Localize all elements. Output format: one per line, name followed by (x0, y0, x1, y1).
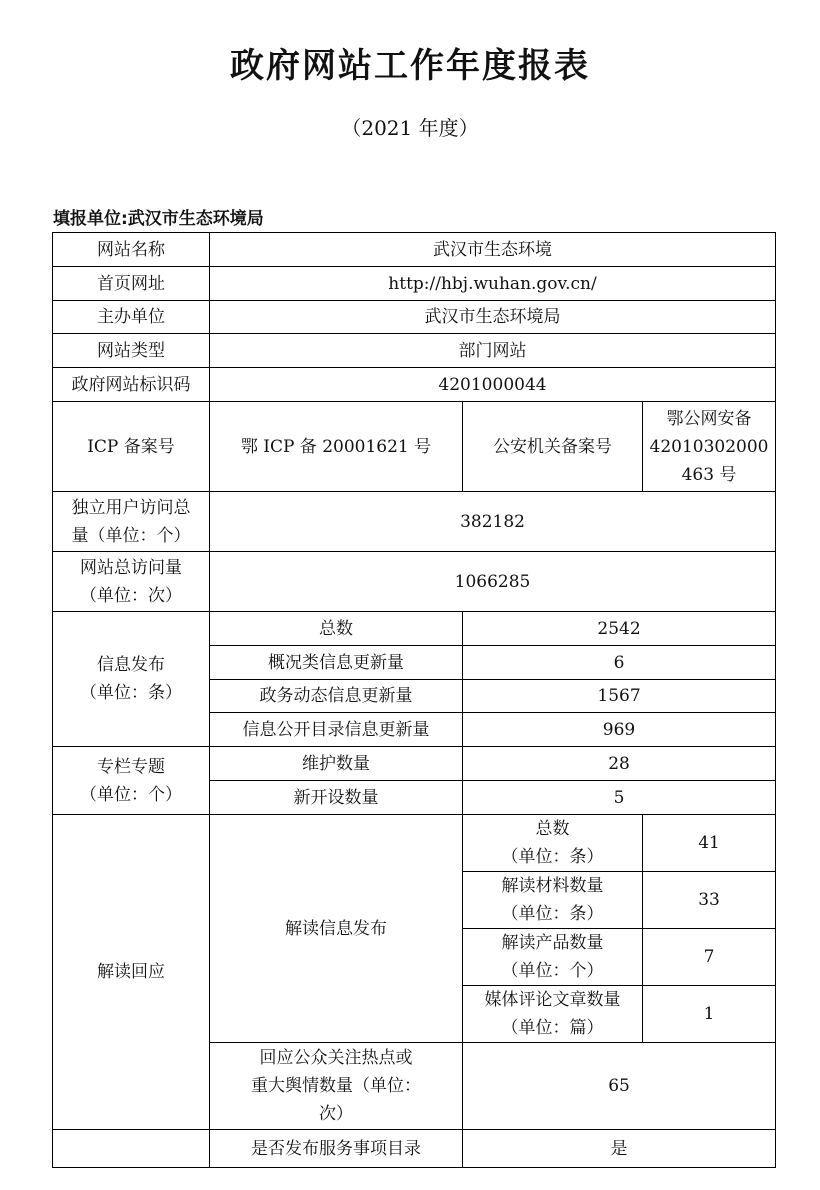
label-line: 解读材料数量 (501, 876, 604, 896)
table-row (53, 1130, 776, 1168)
interp-media-label (463, 986, 643, 1043)
news-update-label: 政务动态信息更新量 (210, 680, 463, 713)
info-total-label: 总数 (210, 612, 463, 646)
overview-update-label: 概况类信息更新量 (210, 646, 463, 680)
label-line: （单位：条） (501, 904, 604, 924)
sponsor-value: 武汉市生态环境局 (210, 301, 776, 334)
total-visits-label (53, 552, 210, 612)
columns-maintained-label: 维护数量 (210, 747, 463, 781)
service-catalog-label: 是否发布服务事项目录 (210, 1130, 463, 1168)
info-total-value: 2542 (463, 612, 776, 646)
reporting-unit: 填报单位:武汉市生态环境局 (53, 209, 264, 229)
info-publish-label (53, 612, 210, 747)
columns-maintained-value: 28 (463, 747, 776, 781)
label-line: 媒体评论文章数量 (484, 990, 621, 1010)
label-line: （单位：篇） (501, 1018, 604, 1038)
response-label (210, 1043, 463, 1130)
site-name-value: 武汉市生态环境 (210, 233, 776, 267)
response-value: 65 (463, 1043, 776, 1130)
label-line: （单位：条） (501, 847, 604, 867)
homepage-url[interactable]: http://hbj.wuhan.gov.cn/ (210, 267, 776, 301)
report-year: （2021 年度） (341, 116, 479, 140)
total-visits-value: 1066285 (210, 552, 776, 612)
gov-id-label: 政府网站标识码 (53, 368, 210, 402)
table-row (53, 747, 776, 781)
label-line: 独立用户访问总 (71, 497, 191, 518)
table-row (53, 267, 776, 301)
table-row (53, 301, 776, 334)
table-row (53, 233, 776, 267)
interp-product-value: 7 (643, 929, 776, 986)
table-row (53, 368, 776, 402)
label-line: 回应公众关注热点或 (259, 1048, 413, 1068)
service-catalog-value: 是 (463, 1130, 776, 1168)
unique-visitors-value: 382182 (210, 492, 776, 552)
table-row (53, 402, 776, 492)
police-record-line: 463 号 (681, 464, 737, 485)
interp-media-value: 1 (643, 986, 776, 1043)
columns-new-label: 新开设数量 (210, 781, 463, 815)
label-line: （单位：个） (80, 784, 182, 805)
label-line: 解读产品数量 (501, 933, 604, 953)
service-catalog-empty-cell (53, 1130, 210, 1168)
label-line: （单位：次） (80, 585, 182, 606)
label-line: 次） (319, 1104, 353, 1124)
interp-total-label (463, 815, 643, 872)
columns-label (53, 747, 210, 815)
table-row (53, 612, 776, 646)
table-row (53, 492, 776, 552)
police-record-label: 公安机关备案号 (463, 402, 643, 492)
label-line: 信息发布 (97, 655, 165, 675)
interp-total-value: 41 (643, 815, 776, 872)
icp-value: 鄂 ICP 备 20001621 号 (210, 402, 463, 492)
label-line: （单位：条） (80, 683, 182, 703)
catalog-update-value: 969 (463, 713, 776, 747)
police-record-line: 42010302000 (649, 436, 769, 457)
interpretation-publish-label: 解读信息发布 (210, 815, 463, 1043)
label-line: 重大舆情数量（单位： (251, 1076, 421, 1096)
site-name-label: 网站名称 (53, 233, 210, 267)
overview-update-value: 6 (463, 646, 776, 680)
unique-visitors-label (53, 492, 210, 552)
interp-material-value: 33 (643, 872, 776, 929)
page-title: 政府网站工作年度报表 (230, 46, 590, 86)
table-row (53, 334, 776, 368)
label-line: 网站总访问量 (80, 557, 182, 578)
label-line: 专栏专题 (97, 756, 165, 777)
homepage-label: 首页网址 (53, 267, 210, 301)
report-table (52, 232, 776, 1168)
interp-product-label (463, 929, 643, 986)
table-row (53, 552, 776, 612)
sponsor-label: 主办单位 (53, 301, 210, 334)
label-line: 总数 (535, 819, 570, 839)
police-record-value (643, 402, 776, 492)
icp-label: ICP 备案号 (53, 402, 210, 492)
gov-id-value: 4201000044 (210, 368, 776, 402)
table-row (53, 815, 776, 872)
label-line: 量（单位：个） (71, 525, 191, 546)
police-record-line: 鄂公网安备 (666, 408, 752, 429)
columns-new-value: 5 (463, 781, 776, 815)
news-update-value: 1567 (463, 680, 776, 713)
label-line: （单位：个） (501, 961, 604, 981)
catalog-update-label: 信息公开目录信息更新量 (210, 713, 463, 747)
interpretation-label: 解读回应 (53, 815, 210, 1130)
site-type-label: 网站类型 (53, 334, 210, 368)
interp-material-label (463, 872, 643, 929)
site-type-value: 部门网站 (210, 334, 776, 368)
